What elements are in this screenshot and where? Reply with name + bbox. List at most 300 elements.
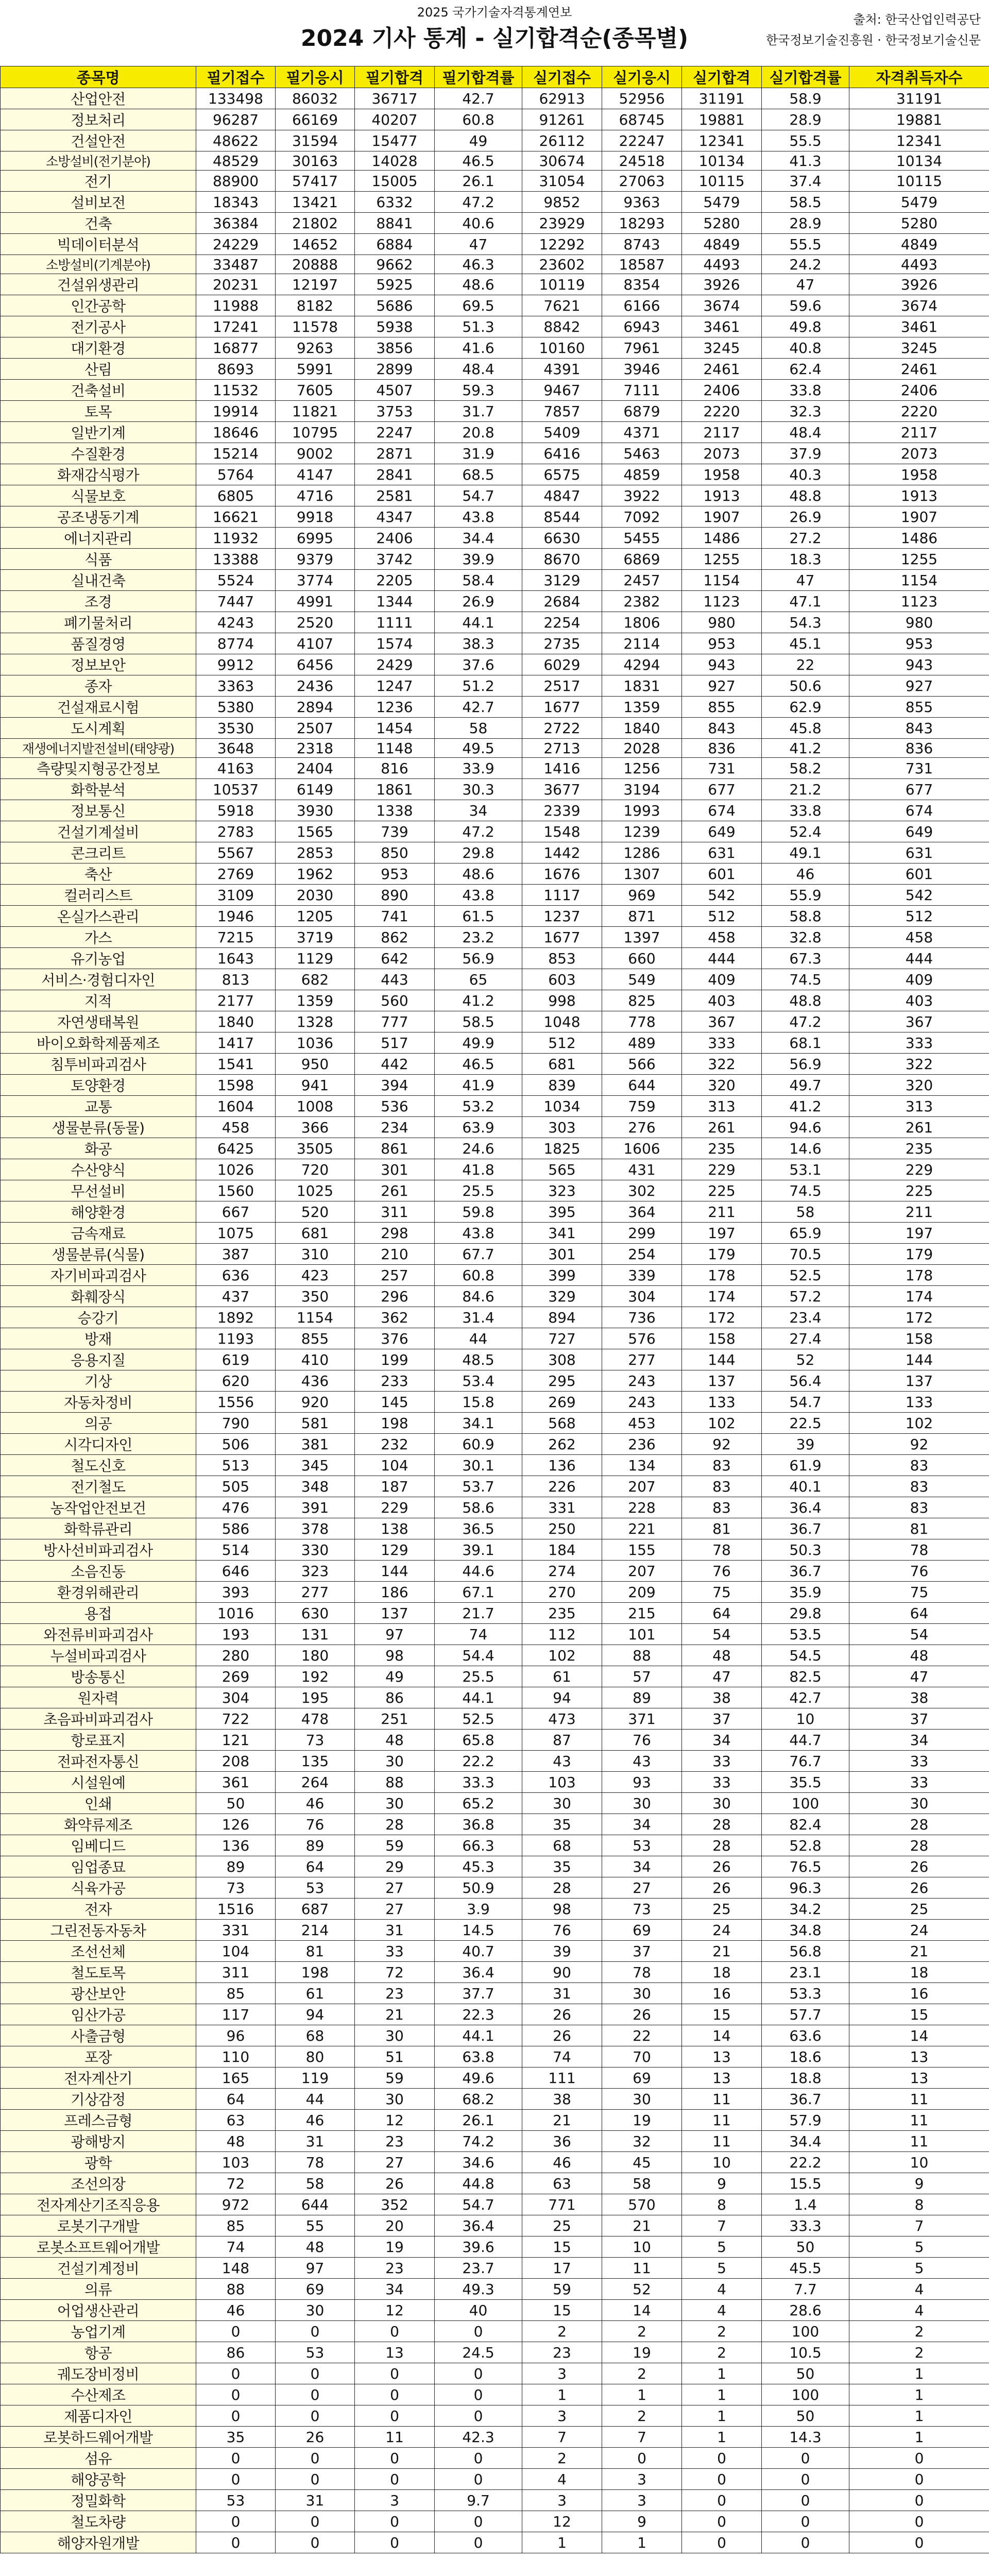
table-cell: 12: [355, 2110, 435, 2131]
table-cell: 10119: [522, 274, 602, 295]
table-cell: 197: [682, 1223, 762, 1244]
table-cell: 295: [522, 1370, 602, 1392]
item-name-cell: 대기환경: [1, 337, 196, 359]
table-cell: 2318: [276, 739, 355, 758]
table-cell: 158: [849, 1328, 989, 1349]
table-cell: 1454: [355, 718, 435, 739]
table-cell: 37.7: [435, 1983, 522, 2004]
table-cell: 48.6: [435, 274, 522, 295]
table-cell: 42.7: [435, 697, 522, 718]
table-row: [1, 927, 989, 948]
table-cell: 30.1: [435, 1455, 522, 1476]
table-cell: 1025: [276, 1180, 355, 1201]
table-cell: 2: [849, 2321, 989, 2342]
table-cell: 513: [196, 1455, 276, 1476]
table-cell: 0: [276, 2321, 355, 2342]
table-cell: 7857: [522, 401, 602, 422]
table-cell: 46.3: [435, 255, 522, 274]
table-cell: 49.8: [762, 316, 849, 337]
item-name-cell: 건설위생관리: [1, 274, 196, 295]
table-row: [1, 2089, 989, 2110]
table-cell: 2339: [522, 800, 602, 821]
table-cell: 26.1: [435, 2110, 522, 2131]
table-row: [1, 213, 989, 234]
table-cell: 49.1: [762, 842, 849, 863]
table-cell: 35: [196, 2427, 276, 2448]
table-cell: 423: [276, 1265, 355, 1286]
table-cell: 58.6: [435, 1497, 522, 1518]
table-cell: 184: [522, 1539, 602, 1561]
table-cell: 2429: [355, 654, 435, 675]
table-cell: 20231: [196, 274, 276, 295]
table-cell: 58.5: [762, 192, 849, 213]
table-cell: 0: [435, 2511, 522, 2532]
item-name-cell: 초음파비파괴검사: [1, 1708, 196, 1730]
table-cell: 0: [762, 2469, 849, 2490]
item-name-cell: 조선선체: [1, 1941, 196, 1962]
table-cell: 76: [276, 1814, 355, 1835]
table-cell: 458: [196, 1117, 276, 1138]
table-cell: 10: [762, 1708, 849, 1730]
table-cell: 2436: [276, 675, 355, 697]
table-cell: 5280: [849, 213, 989, 234]
table-cell: 14: [682, 2025, 762, 2046]
table-row: [1, 1117, 989, 1138]
item-name-cell: 화공: [1, 1138, 196, 1159]
table-cell: 19: [602, 2342, 682, 2363]
table-cell: 25: [682, 1899, 762, 1920]
table-cell: 644: [602, 1075, 682, 1096]
table-cell: 2457: [602, 570, 682, 591]
table-cell: 17241: [196, 316, 276, 337]
table-cell: 4: [849, 2300, 989, 2321]
table-cell: 100: [762, 2384, 849, 2405]
table-cell: 61: [522, 1666, 602, 1687]
table-cell: 620: [196, 1370, 276, 1392]
table-row: [1, 1096, 989, 1117]
table-cell: 228: [602, 1497, 682, 1518]
table-cell: 5380: [196, 697, 276, 718]
item-name-cell: 프레스금형: [1, 2110, 196, 2131]
table-cell: 221: [602, 1518, 682, 1539]
table-cell: 174: [849, 1286, 989, 1307]
table-cell: 48.4: [435, 359, 522, 380]
page-title: 2024 기사 통계 - 실기합격순(종목별): [300, 25, 689, 52]
table-cell: 20888: [276, 255, 355, 274]
table-cell: 22: [602, 2025, 682, 2046]
item-name-cell: 전파전자통신: [1, 1751, 196, 1772]
table-cell: 1606: [602, 1138, 682, 1159]
table-cell: 34.4: [435, 528, 522, 549]
table-cell: 28: [849, 1835, 989, 1856]
table-cell: 47.2: [435, 192, 522, 213]
table-cell: 403: [682, 990, 762, 1011]
table-cell: 74.5: [762, 969, 849, 990]
table-row: [1, 2511, 989, 2532]
table-cell: 329: [522, 1286, 602, 1307]
table-cell: 48529: [196, 151, 276, 171]
table-cell: 855: [849, 697, 989, 718]
table-row: [1, 295, 989, 316]
table-cell: 59.3: [435, 380, 522, 401]
table-cell: 37: [602, 1941, 682, 1962]
item-name-cell: 화훼장식: [1, 1286, 196, 1307]
table-cell: 64: [196, 2089, 276, 2110]
table-cell: 15.8: [435, 1392, 522, 1413]
item-name-cell: 철도토목: [1, 1962, 196, 1983]
table-cell: 2117: [682, 422, 762, 443]
table-cell: 280: [196, 1645, 276, 1666]
table-cell: 4: [682, 2279, 762, 2300]
table-cell: 3461: [682, 316, 762, 337]
table-cell: 89: [602, 1687, 682, 1708]
item-name-cell: 식품: [1, 549, 196, 570]
table-cell: 8774: [196, 633, 276, 654]
table-cell: 96287: [196, 109, 276, 130]
table-cell: 49.3: [435, 2279, 522, 2300]
table-cell: 5: [849, 2236, 989, 2258]
table-cell: 436: [276, 1370, 355, 1392]
table-row: [1, 800, 989, 821]
item-name-cell: 측량및지형공간정보: [1, 758, 196, 779]
table-cell: 22.2: [762, 2152, 849, 2173]
table-cell: 103: [196, 2152, 276, 2173]
table-cell: 9363: [602, 192, 682, 213]
table-cell: 36384: [196, 213, 276, 234]
table-cell: 1486: [682, 528, 762, 549]
table-cell: 28.6: [762, 2300, 849, 2321]
table-cell: 13: [682, 2067, 762, 2089]
table-cell: 46: [196, 2300, 276, 2321]
table-row: [1, 1011, 989, 1032]
table-row: [1, 948, 989, 969]
table-cell: 1154: [682, 570, 762, 591]
table-cell: 2117: [849, 422, 989, 443]
table-cell: 7447: [196, 591, 276, 612]
table-cell: 37.6: [435, 654, 522, 675]
table-cell: 13: [682, 2046, 762, 2067]
table-cell: 8182: [276, 295, 355, 316]
table-cell: 56.4: [762, 1370, 849, 1392]
table-cell: 0: [762, 2532, 849, 2553]
item-name-cell: 건설안전: [1, 130, 196, 151]
table-cell: 92: [682, 1434, 762, 1455]
table-cell: 364: [602, 1201, 682, 1223]
table-cell: 1: [849, 2384, 989, 2405]
item-name-cell: 해양환경: [1, 1201, 196, 1223]
table-cell: 36.8: [435, 1814, 522, 1835]
table-cell: 193: [196, 1624, 276, 1645]
item-name-cell: 생물분류(식물): [1, 1244, 196, 1265]
item-name-cell: 해양자원개발: [1, 2532, 196, 2553]
item-name-cell: 용접: [1, 1603, 196, 1624]
table-cell: 137: [849, 1370, 989, 1392]
table-cell: 10795: [276, 422, 355, 443]
table-cell: 26: [682, 1856, 762, 1877]
table-cell: 50: [762, 2236, 849, 2258]
item-name-cell: 품질경영: [1, 633, 196, 654]
table-cell: 12341: [849, 130, 989, 151]
table-cell: 31191: [849, 88, 989, 109]
table-cell: 73: [276, 1730, 355, 1751]
item-name-cell: 누설비파괴검사: [1, 1645, 196, 1666]
table-cell: 8354: [602, 274, 682, 295]
table-cell: 94: [276, 2004, 355, 2025]
item-name-cell: 정보보안: [1, 654, 196, 675]
table-cell: 0: [355, 2405, 435, 2427]
table-cell: 207: [602, 1476, 682, 1497]
table-cell: 9002: [276, 443, 355, 464]
table-cell: 1486: [849, 528, 989, 549]
table-cell: 631: [849, 842, 989, 863]
table-cell: 998: [522, 990, 602, 1011]
table-cell: 636: [196, 1265, 276, 1286]
table-cell: 76: [522, 1920, 602, 1941]
table-cell: 42.7: [435, 88, 522, 109]
table-cell: 100: [762, 1793, 849, 1814]
table-cell: 6879: [602, 401, 682, 422]
item-name-cell: 소방설비(전기분야): [1, 151, 196, 171]
table-cell: 3742: [355, 549, 435, 570]
table-cell: 4859: [602, 464, 682, 485]
table-cell: 14.6: [762, 1138, 849, 1159]
table-cell: 262: [522, 1434, 602, 1455]
table-cell: 34: [602, 1814, 682, 1835]
table-row: [1, 109, 989, 130]
table-cell: 9379: [276, 549, 355, 570]
table-cell: 53.5: [762, 1624, 849, 1645]
table-cell: 30: [682, 1793, 762, 1814]
table-row: [1, 2279, 989, 2300]
table-cell: 11: [355, 2427, 435, 2448]
table-cell: 5455: [602, 528, 682, 549]
table-cell: 302: [602, 1180, 682, 1201]
table-cell: 26112: [522, 130, 602, 151]
table-cell: 215: [602, 1603, 682, 1624]
table-cell: 104: [355, 1455, 435, 1476]
table-cell: 148: [196, 2258, 276, 2279]
table-cell: 339: [602, 1265, 682, 1286]
table-cell: 86032: [276, 88, 355, 109]
table-row: [1, 274, 989, 295]
table-cell: 73: [196, 1877, 276, 1899]
table-cell: 0: [355, 2384, 435, 2405]
item-name-cell: 화약류제조: [1, 1814, 196, 1835]
table-cell: 76.5: [762, 1856, 849, 1877]
table-row: [1, 422, 989, 443]
table-cell: 11532: [196, 380, 276, 401]
table-cell: 0: [682, 2469, 762, 2490]
table-cell: 3245: [682, 337, 762, 359]
table-cell: 6884: [355, 234, 435, 255]
table-cell: 825: [602, 990, 682, 1011]
table-cell: 0: [682, 2532, 762, 2553]
table-cell: 261: [849, 1117, 989, 1138]
table-cell: 52.5: [435, 1708, 522, 1730]
table-cell: 25.5: [435, 1180, 522, 1201]
table-cell: 4493: [849, 255, 989, 274]
item-name-cell: 토양환경: [1, 1075, 196, 1096]
table-cell: 137: [682, 1370, 762, 1392]
table-cell: 0: [682, 2511, 762, 2532]
table-cell: 1825: [522, 1138, 602, 1159]
item-name-cell: 항로표지: [1, 1730, 196, 1751]
table-cell: 68: [522, 1835, 602, 1856]
table-cell: 682: [276, 969, 355, 990]
table-cell: 2177: [196, 990, 276, 1011]
table-cell: 180: [276, 1645, 355, 1666]
table-cell: 78: [682, 1539, 762, 1561]
table-cell: 1946: [196, 906, 276, 927]
table-row: [1, 1983, 989, 2004]
table-cell: 512: [522, 1032, 602, 1054]
table-cell: 50: [762, 2405, 849, 2427]
table-cell: 39.9: [435, 549, 522, 570]
table-cell: 542: [849, 885, 989, 906]
table-cell: 33: [682, 1772, 762, 1793]
table-cell: 8693: [196, 359, 276, 380]
table-row: [1, 1582, 989, 1603]
item-name-cell: 인쇄: [1, 1793, 196, 1814]
table-cell: 5463: [602, 443, 682, 464]
table-cell: 49.6: [435, 2067, 522, 2089]
table-cell: 4849: [682, 234, 762, 255]
table-cell: 18646: [196, 422, 276, 443]
item-name-cell: 교통: [1, 1096, 196, 1117]
table-cell: 8670: [522, 549, 602, 570]
table-cell: 391: [276, 1497, 355, 1518]
table-cell: 30: [355, 2025, 435, 2046]
table-cell: 1236: [355, 697, 435, 718]
table-cell: 158: [682, 1328, 762, 1349]
table-cell: 2073: [849, 443, 989, 464]
table-cell: 39.6: [435, 2236, 522, 2258]
table-cell: 82.4: [762, 1814, 849, 1835]
table-cell: 42.7: [762, 1687, 849, 1708]
table-cell: 60.8: [435, 109, 522, 130]
item-name-cell: 설비보전: [1, 192, 196, 213]
item-name-cell: 해양공학: [1, 2469, 196, 2490]
table-cell: 26: [602, 2004, 682, 2025]
table-cell: 84.6: [435, 1286, 522, 1307]
table-cell: 2: [682, 2321, 762, 2342]
table-cell: 18.6: [762, 2046, 849, 2067]
table-cell: 11988: [196, 295, 276, 316]
table-cell: 1344: [355, 591, 435, 612]
table-cell: 0: [196, 2363, 276, 2384]
table-cell: 345: [276, 1455, 355, 1476]
table-cell: 144: [355, 1561, 435, 1582]
table-cell: 394: [355, 1075, 435, 1096]
table-cell: 11: [849, 2131, 989, 2152]
table-cell: 0: [682, 2448, 762, 2469]
table-row: [1, 718, 989, 739]
table-cell: 30: [355, 1751, 435, 1772]
table-row: [1, 1856, 989, 1877]
table-cell: 1993: [602, 800, 682, 821]
table-cell: 26.9: [435, 591, 522, 612]
table-cell: 5: [682, 2236, 762, 2258]
table-cell: 43: [602, 1751, 682, 1772]
table-cell: 41.6: [435, 337, 522, 359]
table-cell: 198: [276, 1962, 355, 1983]
table-cell: 15477: [355, 130, 435, 151]
table-cell: 576: [602, 1328, 682, 1349]
table-cell: 195: [276, 1687, 355, 1708]
table-cell: 61.9: [762, 1455, 849, 1476]
table-cell: 5280: [682, 213, 762, 234]
table-cell: 211: [682, 1201, 762, 1223]
table-cell: 63: [196, 2110, 276, 2131]
column-header: 실기합격률: [762, 66, 849, 88]
table-cell: 33.8: [762, 380, 849, 401]
table-cell: 41.2: [435, 990, 522, 1011]
table-cell: 3461: [849, 316, 989, 337]
table-row: [1, 969, 989, 990]
table-cell: 777: [355, 1011, 435, 1032]
table-cell: 674: [849, 800, 989, 821]
table-cell: 1307: [602, 863, 682, 885]
table-cell: 1123: [682, 591, 762, 612]
table-cell: 13421: [276, 192, 355, 213]
table-cell: 311: [196, 1962, 276, 1983]
item-name-cell: 생물분류(동물): [1, 1117, 196, 1138]
table-cell: 1: [602, 2532, 682, 2553]
item-name-cell: 자동차정비: [1, 1392, 196, 1413]
table-cell: 7.7: [762, 2279, 849, 2300]
table-cell: 45.8: [762, 718, 849, 739]
table-cell: 44: [435, 1328, 522, 1349]
table-cell: 6149: [276, 779, 355, 800]
table-cell: 76.7: [762, 1751, 849, 1772]
item-name-cell: 자연생태복원: [1, 1011, 196, 1032]
table-row: [1, 2490, 989, 2511]
table-cell: 65: [435, 969, 522, 990]
table-cell: 5524: [196, 570, 276, 591]
table-cell: 38: [522, 2089, 602, 2110]
table-cell: 1111: [355, 612, 435, 633]
item-name-cell: 재생에너지발전설비(태양광): [1, 739, 196, 758]
table-cell: 36.4: [762, 1497, 849, 1518]
table-cell: 17: [522, 2258, 602, 2279]
table-cell: 63: [522, 2173, 602, 2194]
table-cell: 10115: [849, 171, 989, 192]
table-cell: 138: [355, 1518, 435, 1539]
table-cell: 38: [849, 1687, 989, 1708]
item-name-cell: 광학: [1, 2152, 196, 2173]
table-cell: 1840: [196, 1011, 276, 1032]
item-name-cell: 온실가스관리: [1, 906, 196, 927]
item-name-cell: 로봇하드웨어개발: [1, 2427, 196, 2448]
table-cell: 7961: [602, 337, 682, 359]
table-cell: 226: [522, 1476, 602, 1497]
table-cell: 83: [849, 1476, 989, 1497]
table-cell: 943: [849, 654, 989, 675]
item-name-cell: 농업기계: [1, 2321, 196, 2342]
table-cell: 74: [196, 2236, 276, 2258]
table-cell: 1840: [602, 718, 682, 739]
table-row: [1, 779, 989, 800]
table-row: [1, 1666, 989, 1687]
table-cell: 31: [355, 1920, 435, 1941]
table-cell: 236: [602, 1434, 682, 1455]
table-row: [1, 88, 989, 109]
table-row: [1, 1032, 989, 1054]
table-cell: 1556: [196, 1392, 276, 1413]
table-row: [1, 2342, 989, 2363]
table-cell: 47: [849, 1666, 989, 1687]
table-row: [1, 1877, 989, 1899]
